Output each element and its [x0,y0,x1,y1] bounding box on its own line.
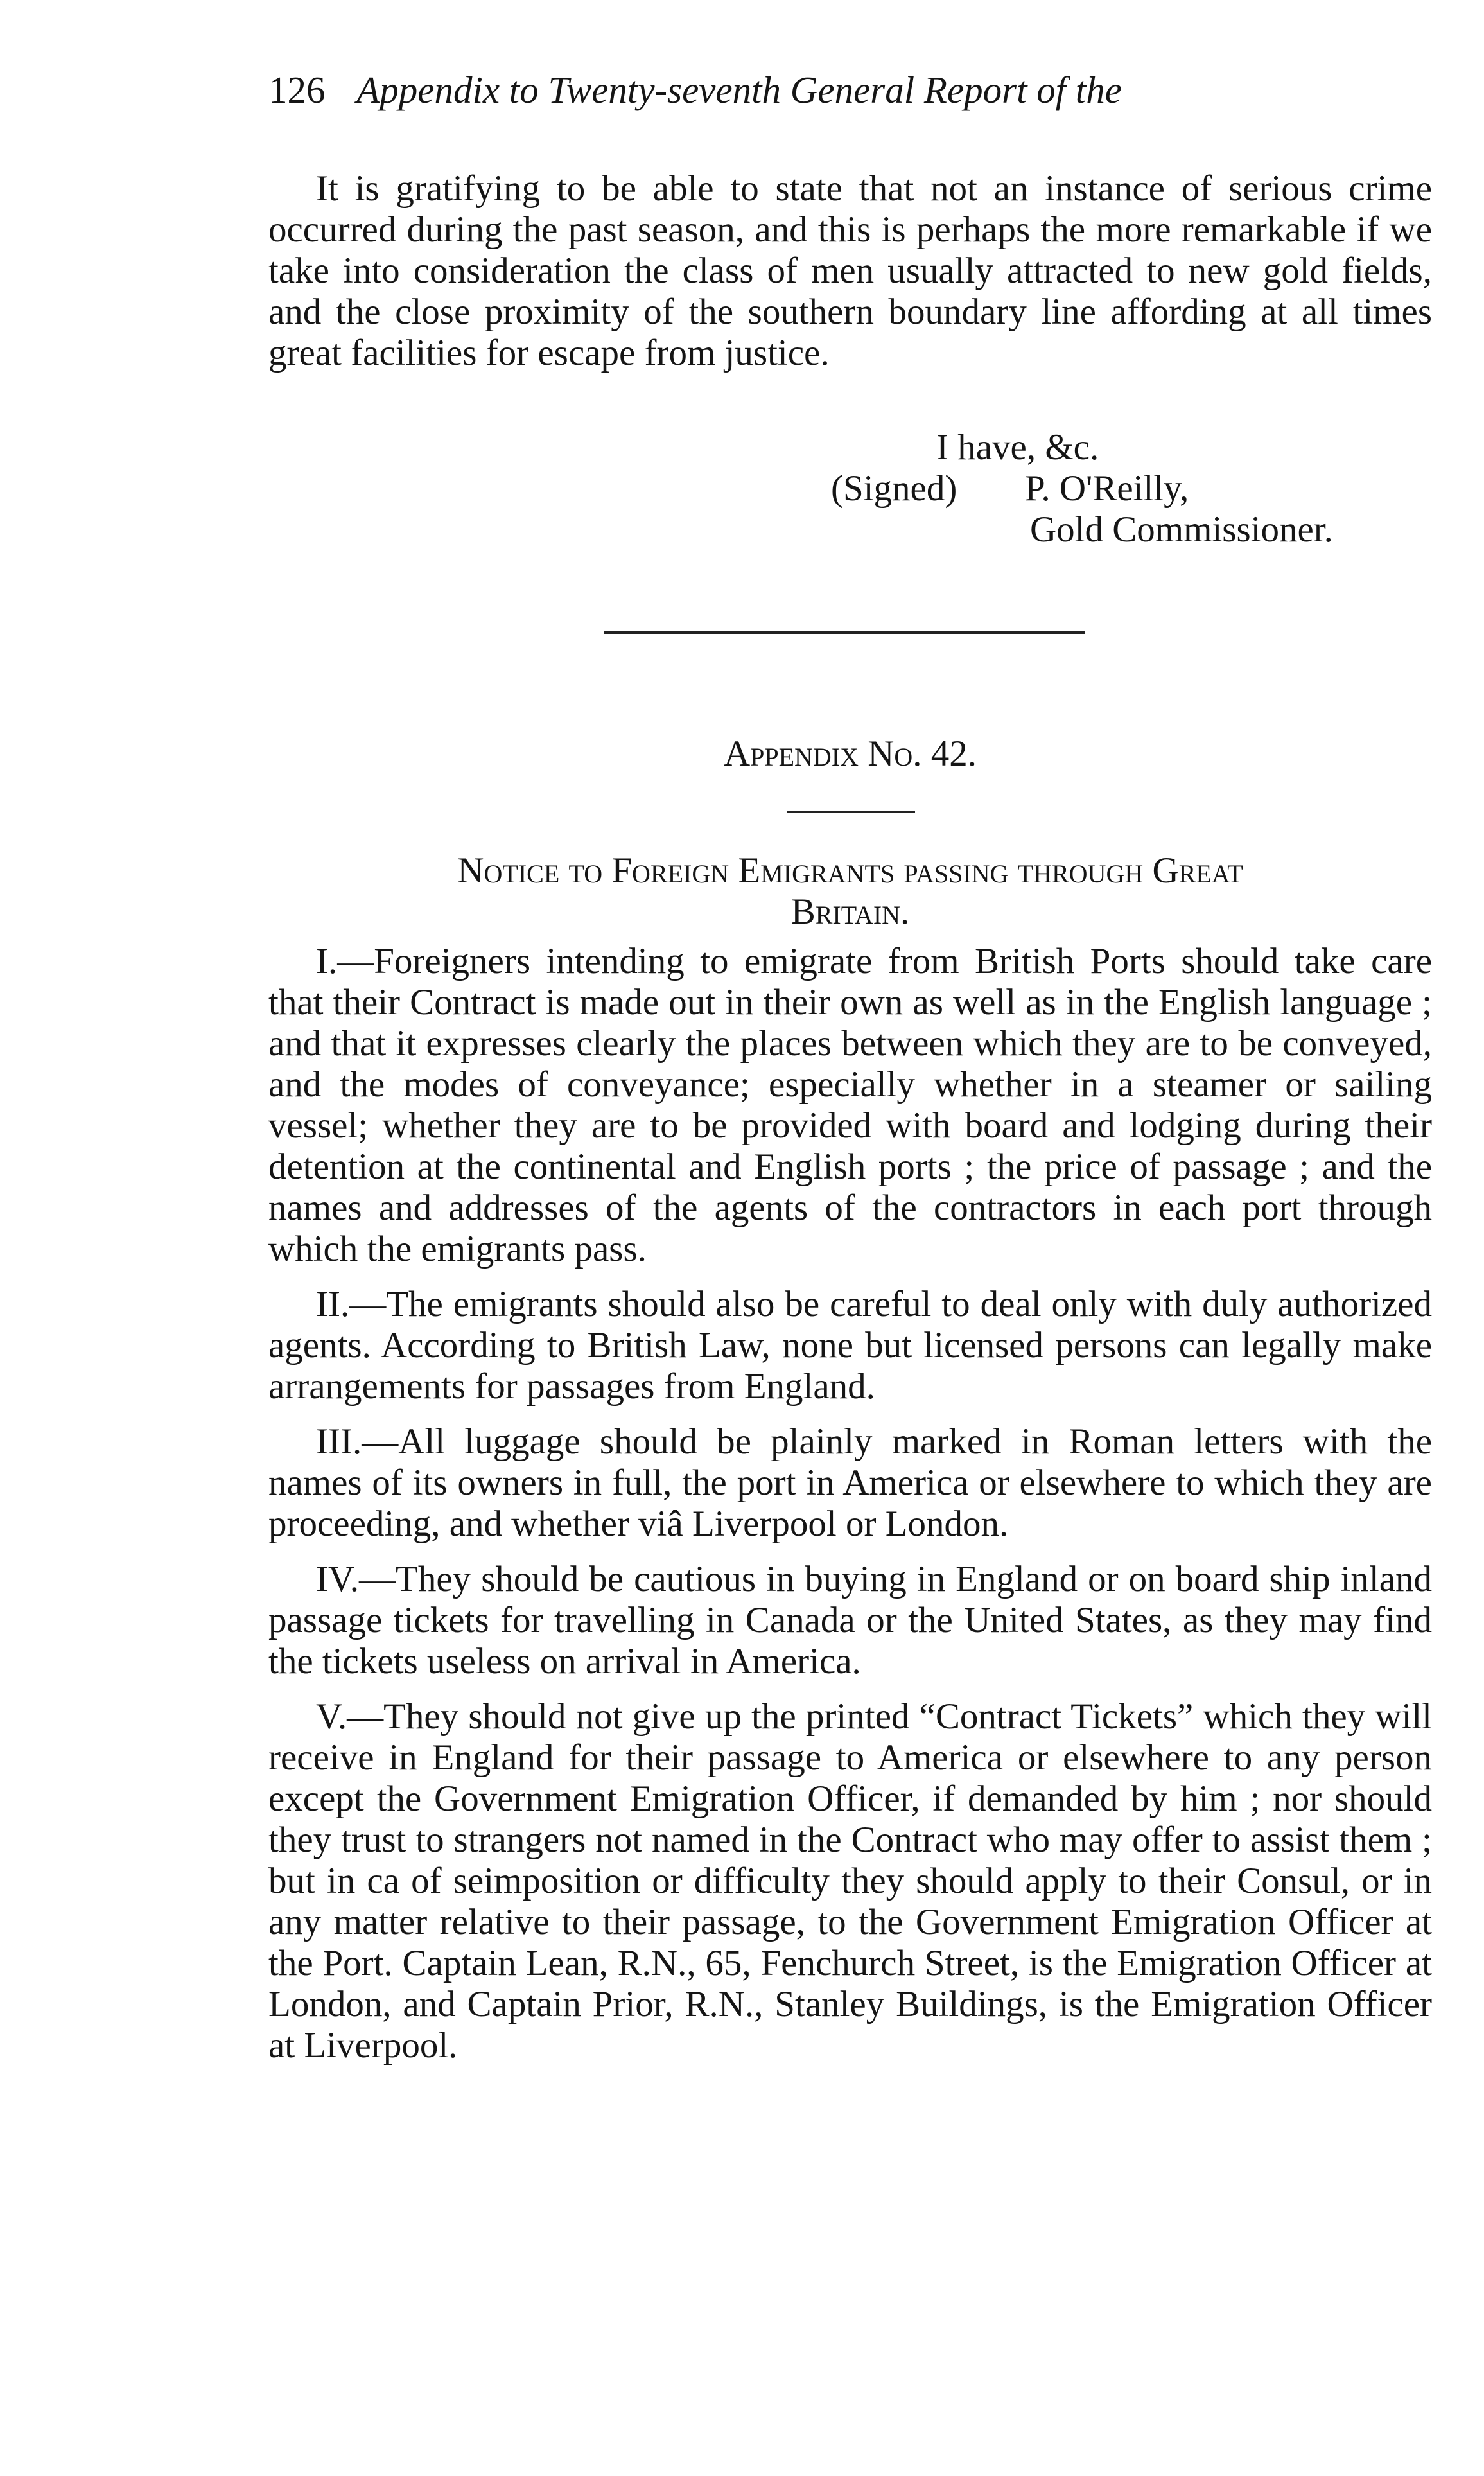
letter-paragraph: It is gratifying to be able to state that not an instance of serious crime occurred during the past season, and this is perhaps the more remarkable if we take into consideration the class of men usually attracted to new gold fields, and the close proximity of the southern boundary line affording at all times great facilities for escape from justice. [268,168,1432,373]
closing-salutation: I have, &c. [936,427,1099,468]
heading-underline [787,811,915,813]
signed-label: (Signed) [831,468,957,509]
running-header [268,64,1424,116]
notice-title-line-2: Britain. [790,891,910,932]
notice-title-line-1: Notice to Foreign Emigrants passing through Great [457,850,1243,891]
page-number: 126 [268,69,326,111]
notice-paragraph-3: III.—All luggage should be plainly marked in Roman letters with the names of its owners in full, the port in America or elsewhere to which they are proceeding, and whether viâ Liverpool or London. [268,1421,1432,1544]
notice-paragraph-5: V.—They should not give up the printed “Contract Tickets” which they will receive in England for their passage to America or elsewhere to any person except the Government Emigration Officer, if demanded by him ; nor should they trust to strangers not named in the Contract who may offer to assist them ; but in ca of seimposition or difficulty they should apply to their Consul, or in any matter relative to their passage, to the Government Emigration Officer at the Port. Captain Lean, R.N., 65, Fenchurch Street, is the Emigration Officer at London, and Captain Prior, R.N., Stanley Buildings, is the Emigration Officer at Liverpool. [268,1696,1432,2066]
running-title: Appendix to Twenty-seventh General Report of the [356,69,1122,111]
appendix-heading-text: Appendix No. 42. [723,733,977,774]
appendix-heading [268,733,1432,775]
notice-paragraph-4: IV.—They should be cautious in buying in England or on board ship inland passage tickets for travelling in Canada or the United States, as they may find the tickets useless on arrival in America. [268,1559,1432,1681]
section-divider [604,631,1085,634]
notice-title [268,850,1432,933]
signatory-title: Gold Commissioner. [1030,509,1333,550]
signatory-name: P. O'Reilly, [1025,468,1189,509]
notice-paragraph-2: II.—The emigrants should also be careful to deal only with duly authorized agents. According to British Law, none but licensed persons can legally make arrangements for passages from England. [268,1284,1432,1407]
notice-paragraph-1: I.—Foreigners intending to emigrate from British Ports should take care that their Contract is made out in their own as well as in the English language ; and that it expresses clearly the places between which they are to be conveyed, and the modes of conveyance; especially whether in a steamer or sailing vessel; whether they are to be provided with board and lodging during their detention at the continental and English ports ; the price of passage ; and the names and addresses of the agents of the contractors in each port through which the emigrants pass. [268,941,1432,1269]
notice-body [268,941,1432,2080]
letter-body [268,168,1432,374]
